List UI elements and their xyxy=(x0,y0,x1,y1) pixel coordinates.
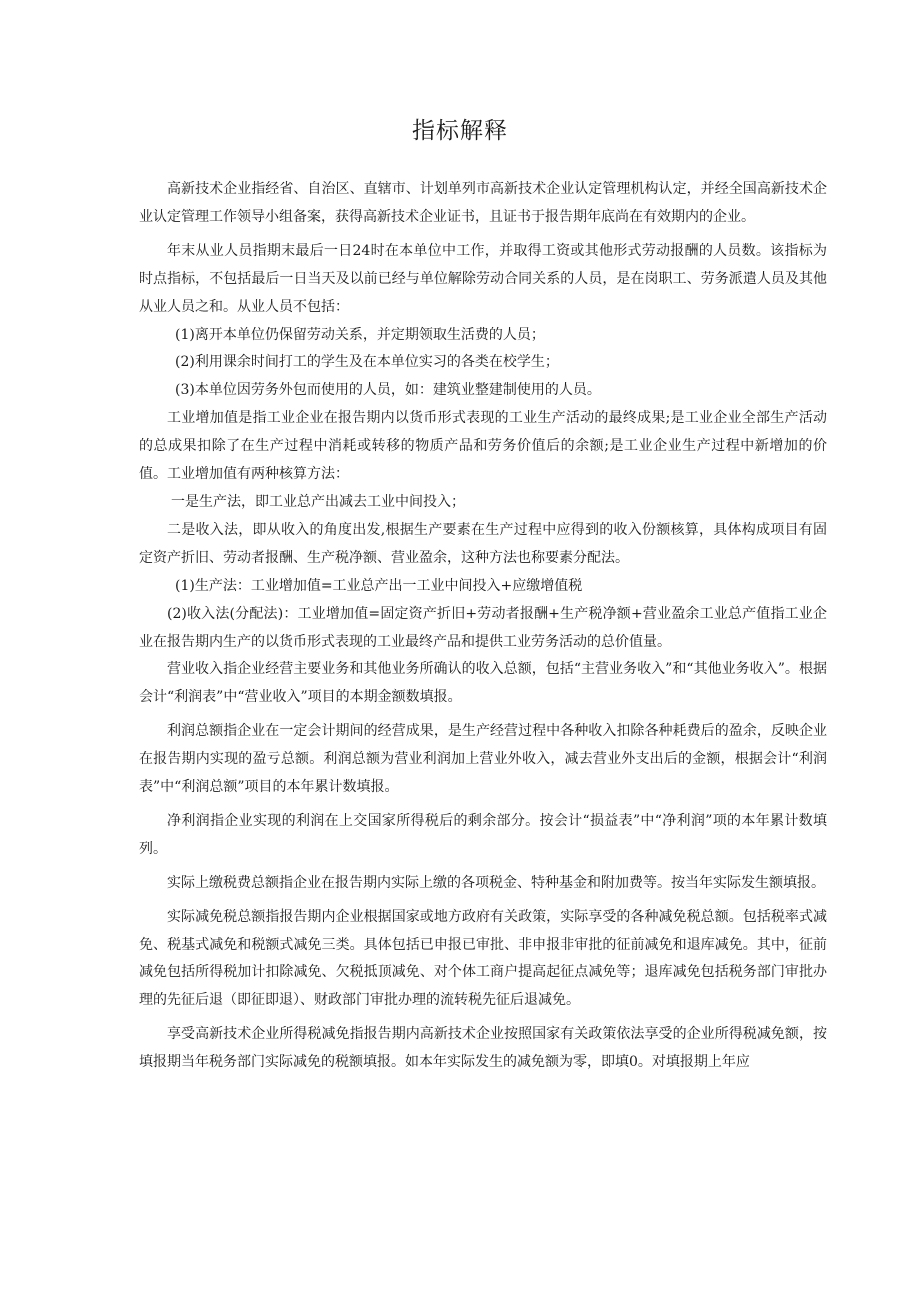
paragraph-operating-revenue: 营业收入指企业经营主要业务和其他业务所确认的收入总额，包括“主营业务收入”和“其他业务收入”。根据会计“利润表”中“营业收入”项目的本期金额数填报。 xyxy=(139,661,827,706)
paragraph-net-profit: 净利润指企业实现的利润在上交国家所得税后的剩余部分。按会计“损益表”中“净利润”项的本年累计数填列。 xyxy=(139,812,827,857)
paragraph-total-profit: 利润总额指企业在一定会计期间的经营成果，是生产经营过程中各种收入扣除各种耗费后的盈余，反映企业在报告期内实现的盈亏总额。利润总额为营业利润加上营业外收入，减去营业外支出后的金额，根据会计“利润表”中“利润总额”项目的本年累计数填报。 xyxy=(139,723,827,796)
list-item-exclusion-2: (2)利用课余时间打工的学生及在本单位实习的各类在校学生； xyxy=(175,354,559,371)
paragraph-taxes-paid: 实际上缴税费总额指企业在报告期内实际上缴的各项税金、特种基金和附加费等。按当年实际发生额填报。 xyxy=(167,874,825,891)
document-body xyxy=(139,176,827,1077)
paragraph-income-method: 二是收入法，即从收入的角度出发,根据生产要素在生产过程中应得到的收入份额核算，具体构成项目有固定资产折旧、劳动者报酬、生产税净额、营业盈余，这种方法也称要素分配法。 xyxy=(139,521,827,566)
paragraph-industrial-value-added: 工业增加值是指工业企业在报告期内以货币形式表现的工业生产活动的最终成果;是工业企业全部生产活动的总成果扣除了在生产过程中消耗或转移的物质产品和劳务价值后的余额;是工业企业生产过程中新增加的价值。工业增加值有两种核算方法： xyxy=(139,410,827,483)
page-title: 指标解释 xyxy=(412,118,508,144)
paragraph-high-tech-enterprise: 高新技术企业指经省、自治区、直辖市、计划单列市高新技术企业认定管理机构认定，并经全国高新技术企业认定管理工作领导小组备案，获得高新技术企业证书，且证书于报告期年底尚在有效期内的企业。 xyxy=(139,181,827,225)
list-item-production-formula: (1)生产法：工业增加值=工业总产出一工业中间投入+应缴增值税 xyxy=(175,577,583,594)
paragraph-tax-reduction: 实际减免税总额指报告期内企业根据国家或地方政府有关政策，实际享受的各种减免税总额。包括税率式减免、税基式减免和税额式减免三类。具体包括已申报已审批、非申报非审批的征前减免和退库减免。其中，征前减免包括所得税加计扣除减免、欠税抵顶减免、对个体工商户提高起征点减免等；退库减免包括税务部门审批办理的先征后退（即征即退）、财政部门审批办理的流转税先征后退减免。 xyxy=(139,908,827,1009)
paragraph-year-end-employees: 年末从业人员指期末最后一日24时在本单位中工作，并取得工资或其他形式劳动报酬的人员数。该指标为时点指标，不包括最后一日当天及以前已经与单位解除劳动合同关系的人员，是在岗职工、劳务派遣人员及其他从业人员之和。从业人员不包括： xyxy=(139,242,827,315)
paragraph-income-formula: (2)收入法(分配法)：工业增加值=固定资产折旧+劳动者报酬+生产税净额+营业盈余工业总产值指工业企业在报告期内生产的以货币形式表现的工业最终产品和提供工业劳务活动的总价值量。 xyxy=(139,605,827,650)
paragraph-high-tech-tax-reduction: 享受高新技术企业所得税减免指报告期内高新技术企业按照国家有关政策依法享受的企业所得税减免额，按填报期当年税务部门实际减免的税额填报。如本年实际发生的减免额为零，即填0。对填报期上年应 xyxy=(139,1026,827,1071)
list-item-production-method: 一是生产法，即工业总产出减去工业中间投入； xyxy=(171,493,465,510)
list-item-exclusion-1: (1)离开本单位仍保留劳动关系，并定期领取生活费的人员； xyxy=(175,326,545,343)
list-item-exclusion-3: (3)本单位因劳务外包而使用的人员，如：建筑业整建制使用的人员。 xyxy=(175,382,601,399)
